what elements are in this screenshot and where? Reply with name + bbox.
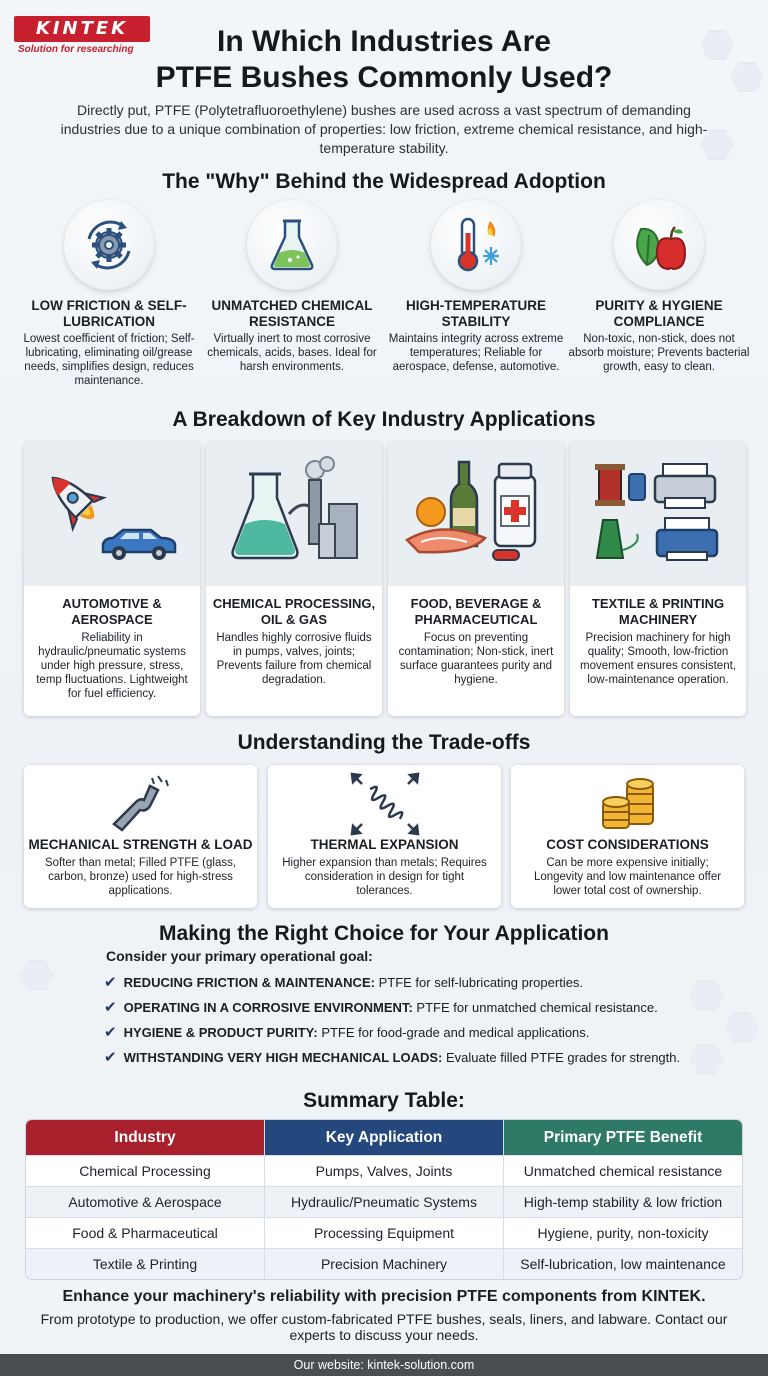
- summary-heading: Summary Table:: [303, 1089, 465, 1112]
- title-line-1: In Which Industries Are: [217, 25, 551, 58]
- choice-text: PTFE for unmatched chemical resistance.: [416, 1000, 658, 1015]
- why-heading: The "Why" Behind the Widespread Adoption: [162, 170, 606, 193]
- thermometer-icon: [431, 200, 521, 290]
- choice-item: [104, 1020, 724, 1045]
- checkmark-icon: ✔: [104, 1024, 117, 1041]
- choice-label: HYGIENE & PRODUCT PURITY:: [123, 1025, 318, 1040]
- choice-text: PTFE for food-grade and medical applications.: [321, 1025, 590, 1040]
- table-row: [26, 1186, 742, 1217]
- why-item-title: LOW FRICTION & SELF-LUBRICATION: [31, 298, 187, 329]
- choice-list: [104, 948, 724, 1070]
- table-cell: Automotive & Aerospace: [26, 1187, 265, 1217]
- why-item-title: UNMATCHED CHEMICAL RESISTANCE: [211, 298, 373, 329]
- industry-title: CHEMICAL PROCESSING, OIL & GAS: [212, 596, 376, 627]
- logo-text: KINTEK: [14, 16, 150, 42]
- choice-label: REDUCING FRICTION & MAINTENANCE:: [123, 975, 375, 990]
- choice-heading: Making the Right Choice for Your Application: [159, 922, 609, 945]
- table-cell: Processing Equipment: [265, 1218, 504, 1248]
- industry-title: FOOD, BEVERAGE & PHARMACEUTICAL: [410, 596, 542, 627]
- choice-item: [104, 1045, 724, 1070]
- title-line-2: PTFE Bushes Commonly Used?: [155, 61, 613, 94]
- why-item-chemical: [197, 200, 387, 374]
- industry-title: AUTOMOTIVE & AEROSPACE: [62, 596, 162, 627]
- table-header-row: [26, 1120, 742, 1155]
- industry-desc: Precision machinery for high quality; Smooth, low-friction movement ensures consistent, low-maintenance operation.: [580, 632, 736, 686]
- tradeoff-desc: Higher expansion than metals; Requires consideration in design for tight tolerances.: [282, 857, 487, 897]
- tradeoff-title: COST CONSIDERATIONS: [546, 837, 709, 852]
- table-header-application: Key Application: [265, 1120, 504, 1155]
- chemical-plant-icon: [206, 442, 382, 586]
- intro-paragraph: Directly put, PTFE (Polytetrafluoroethylene) bushes are used across a vast spectrum of demanding industries due to a unique combination of properties: low friction, extreme chemical resistance, and high-temperature stability.: [60, 102, 708, 156]
- table-cell: Precision Machinery: [265, 1249, 504, 1279]
- choice-text: PTFE for self-lubricating properties.: [378, 975, 584, 990]
- checkmark-icon: ✔: [104, 999, 117, 1016]
- table-cell: Hygiene, purity, non-toxicity: [537, 1225, 709, 1241]
- why-item-desc: Virtually inert to most corrosive chemicals, acids, bases. Ideal for harsh environments.: [207, 333, 377, 373]
- industry-card-chemical: [206, 442, 382, 716]
- industries-heading: A Breakdown of Key Industry Applications: [172, 408, 596, 431]
- tradeoff-desc: Can be more expensive initially; Longevity and low maintenance offer lower total cost of ownership.: [533, 857, 722, 897]
- table-cell: Unmatched chemical resistance: [523, 1163, 723, 1179]
- choice-item: [104, 970, 724, 995]
- flask-icon: [247, 200, 337, 290]
- table-cell: Food & Pharmaceutical: [26, 1218, 265, 1248]
- table-cell: Hydraulic/Pneumatic Systems: [265, 1187, 504, 1217]
- tradeoff-card-cost: [511, 765, 744, 908]
- footer-website-link[interactable]: Our website: kintek-solution.com: [0, 1354, 768, 1376]
- table-cell: Self-lubrication, low maintenance: [520, 1256, 726, 1272]
- table-row: [26, 1217, 742, 1248]
- choice-label: OPERATING IN A CORROSIVE ENVIRONMENT:: [123, 1000, 413, 1015]
- table-row: [26, 1155, 742, 1186]
- cta-body: From prototype to production, we offer custom-fabricated PTFE bushes, seals, liners, and labware. Contact our experts to discuss your needs.: [40, 1311, 728, 1343]
- why-item-temperature: [381, 200, 571, 374]
- why-item-title: HIGH-TEMPERATURE STABILITY: [406, 298, 546, 329]
- why-item-low-friction: [14, 200, 204, 388]
- checkmark-icon: ✔: [104, 1049, 117, 1066]
- why-item-desc: Lowest coefficient of friction; Self-lubricating, eliminating oil/grease needs, simplifies design, reduces maintenance.: [23, 333, 195, 387]
- industry-card-food: [388, 442, 564, 716]
- choice-intro: Consider your primary operational goal:: [106, 948, 373, 964]
- industry-desc: Handles highly corrosive fluids in pumps, valves, joints; Prevents failure from chemical degradation.: [216, 632, 372, 686]
- logo-tagline: Solution for researching: [18, 44, 134, 55]
- summary-table: [25, 1119, 743, 1280]
- choice-label: WITHSTANDING VERY HIGH MECHANICAL LOADS:: [123, 1050, 443, 1065]
- table-row: [26, 1248, 742, 1279]
- spring-icon: [268, 765, 501, 837]
- industry-title: TEXTILE & PRINTING MACHINERY: [591, 596, 725, 627]
- industry-desc: Reliability in hydraulic/pneumatic systems under high pressure, stress, temp fluctuations. Lightweight for fuel efficiency.: [36, 632, 188, 700]
- table-cell: High-temp stability & low friction: [523, 1194, 723, 1210]
- textile-printer-icon: [570, 442, 746, 586]
- why-item-purity: [564, 200, 754, 374]
- why-item-desc: Non-toxic, non-stick, does not absorb moisture; Prevents bacterial growth, easy to clean.: [568, 333, 750, 373]
- coins-icon: [511, 765, 744, 837]
- leaf-apple-icon: [614, 200, 704, 290]
- tradeoff-card-strength: [24, 765, 257, 908]
- table-header-industry: Industry: [26, 1120, 265, 1155]
- food-pharma-icon: [388, 442, 564, 586]
- checkmark-icon: ✔: [104, 974, 117, 991]
- tradeoff-title: THERMAL EXPANSION: [310, 837, 459, 852]
- industry-card-automotive: [24, 442, 200, 716]
- table-header-benefit: Primary PTFE Benefit: [504, 1120, 742, 1155]
- cta-title: Enhance your machinery's reliability with precision PTFE components from KINTEK.: [62, 1288, 706, 1305]
- background-hex: [725, 1012, 759, 1042]
- tradeoffs-heading: Understanding the Trade-offs: [237, 731, 531, 754]
- background-hex: [20, 960, 54, 990]
- gear-icon: [64, 200, 154, 290]
- page-title: [0, 24, 768, 96]
- tradeoff-desc: Softer than metal; Filled PTFE (glass, carbon, bronze) used for high-stress applications.: [44, 857, 237, 897]
- choice-text: Evaluate filled PTFE grades for strength.: [446, 1050, 681, 1065]
- industry-card-textile: [570, 442, 746, 716]
- industry-desc: Focus on preventing contamination; Non-stick, inert surface guarantees purity and hygiene.: [398, 632, 554, 686]
- why-item-desc: Maintains integrity across extreme temperatures; Reliable for aerospace, defense, automotive.: [388, 333, 564, 373]
- bent-bar-icon: [24, 765, 257, 837]
- tradeoff-card-thermal: [268, 765, 501, 908]
- tradeoff-title: MECHANICAL STRENGTH & LOAD: [28, 837, 253, 852]
- table-cell: Pumps, Valves, Joints: [265, 1156, 504, 1186]
- why-item-title: PURITY & HYGIENE COMPLIANCE: [595, 298, 723, 329]
- rocket-car-icon: [24, 442, 200, 586]
- table-cell: Chemical Processing: [26, 1156, 265, 1186]
- table-cell: Textile & Printing: [26, 1249, 265, 1279]
- choice-item: [104, 995, 724, 1020]
